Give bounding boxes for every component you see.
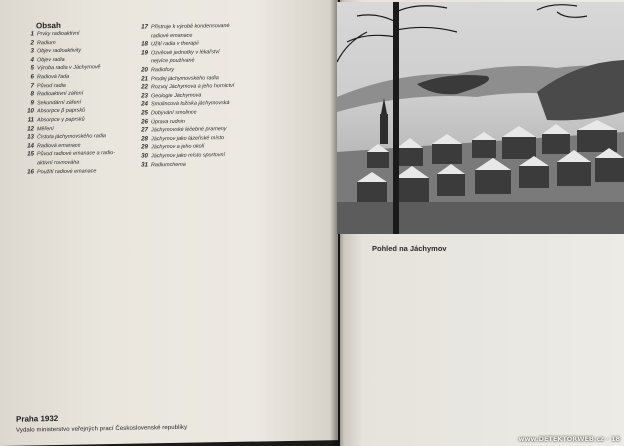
toc-entry-number: 3 [30, 47, 34, 55]
toc-left-column [24, 29, 115, 177]
toc-entry-continuation: radiové emanace [151, 32, 193, 39]
toc-right-column [138, 22, 234, 170]
toc-entry-title: Jáchymov jako místo sportovní [151, 151, 226, 160]
toc-entry-number: 23 [141, 92, 148, 100]
photo-caption: Pohled na Jáchymov [372, 244, 447, 253]
toc-entry-title: Radiová řada [37, 73, 70, 81]
toc-entry-number: 15 [27, 150, 34, 158]
toc-entry-number: 8 [30, 90, 34, 98]
toc-entry-title: Radioaktivní záření [37, 90, 84, 98]
toc-entry-title: Prvky radioaktivní [37, 30, 80, 38]
toc-entry-number: 21 [141, 74, 148, 83]
toc-entry [24, 166, 115, 176]
toc-entry-title: Použití radiové emanace [37, 167, 97, 175]
toc-entry-number: 20 [141, 66, 148, 74]
toc-entry-number: 13 [27, 133, 34, 141]
toc-entry-title: Úprava rudnin [151, 118, 185, 125]
toc-entry-title: Výroba radia v Jáchymově [37, 64, 101, 72]
toc-entry-number: 12 [27, 124, 34, 133]
toc-entry-continuation: aktivní rovnováha [37, 159, 80, 167]
toc-entry-title: Rozvoj Jáchymova a jeho hornictví [151, 83, 235, 91]
toc-entry-number: 17 [141, 23, 148, 31]
toc-entry-number: 1 [30, 30, 34, 38]
imprint-publisher: Vydalo ministerstvo veřejných prací Československé republiky [16, 424, 188, 434]
toc-entry-title: Jáchymov a jeho okolí [151, 143, 205, 151]
toc-entry-number: 9 [30, 99, 34, 107]
toc-entry-title: Geologie Jáchymova [151, 92, 202, 100]
toc-entry-number: 14 [27, 142, 34, 150]
toc-entry-number: 28 [141, 135, 148, 143]
jachymov-photo [337, 2, 624, 234]
toc-entry-title: Užití radia v therapii [151, 40, 199, 48]
toc-entry-title: Původ radiové emanace a radio- [37, 150, 115, 158]
toc-entry-number: 16 [27, 167, 34, 176]
toc-entry-title: Objev radia [37, 56, 65, 64]
toc-entry-number: 31 [141, 160, 148, 169]
toc-entry-title: Smolincová ložiska jáchymovská [151, 100, 230, 108]
toc-entry-number: 24 [141, 100, 148, 108]
toc-entry-number: 11 [27, 116, 34, 124]
toc-entry [138, 151, 234, 161]
toc-entry-number: 27 [141, 126, 148, 134]
toc-entry-continuation: nejvíce používané [151, 57, 195, 65]
toc-entry-title: Radiofory [151, 66, 175, 74]
toc-entry-title: Ozvěové jednotky v lékařství [151, 48, 220, 57]
toc-entry-title: Objev radioaktivity [37, 47, 82, 55]
toc-entry-title: Jáchymov jako lázeňské místo [151, 134, 225, 143]
toc-entry-title: Radium [37, 39, 56, 46]
toc-entry-number: 4 [30, 56, 34, 64]
imprint [16, 412, 187, 434]
toc-entry-number: 7 [30, 81, 34, 90]
toc-entry-number: 26 [141, 117, 148, 126]
toc-entry-number: 29 [141, 143, 148, 151]
toc-entry-number: 5 [30, 64, 34, 72]
toc-entry-title: Jáchymovské léčebné prameny [151, 126, 227, 134]
toc-entry-number: 6 [30, 73, 34, 81]
toc-entry-title: Původ radia [37, 82, 66, 89]
toc-heading: Obsah [36, 20, 61, 31]
toc-entry-title: Radiumchema [151, 161, 186, 168]
toc-entry-title: Absorpce β paprsků [37, 107, 86, 115]
town-view-image [337, 2, 624, 234]
toc-entry-number: 22 [141, 83, 148, 91]
toc-entry-number: 25 [141, 109, 148, 117]
toc-entry-number: 2 [30, 39, 34, 47]
toc-entry [138, 22, 234, 32]
toc-entry-number: 19 [141, 49, 148, 57]
watermark: www.DETEKTORWEB.cz · 18 [518, 435, 620, 443]
toc-entry-title: Radiová emanace [37, 142, 81, 150]
toc-entry-title: Přístroje k výrobě kondensované [151, 22, 230, 31]
toc-entry-title: Dobývání smolince [151, 109, 197, 117]
toc-entry-number: 10 [27, 107, 34, 115]
imprint-city-year: Praha 1932 [16, 413, 59, 424]
toc-entry-number: 18 [141, 40, 148, 48]
toc-entry [138, 159, 234, 169]
toc-entry-number: 30 [141, 152, 148, 160]
toc-entry-title: Prodej jáchymovského radia [151, 74, 219, 82]
toc-entry-title: Sekundární záření [37, 99, 82, 107]
toc-entry-title: Měření [37, 125, 54, 132]
toc-entry-title: Čistota jáchymovského radia [37, 133, 106, 141]
toc-entry-title: Absorpce γ paprsků [37, 116, 85, 124]
